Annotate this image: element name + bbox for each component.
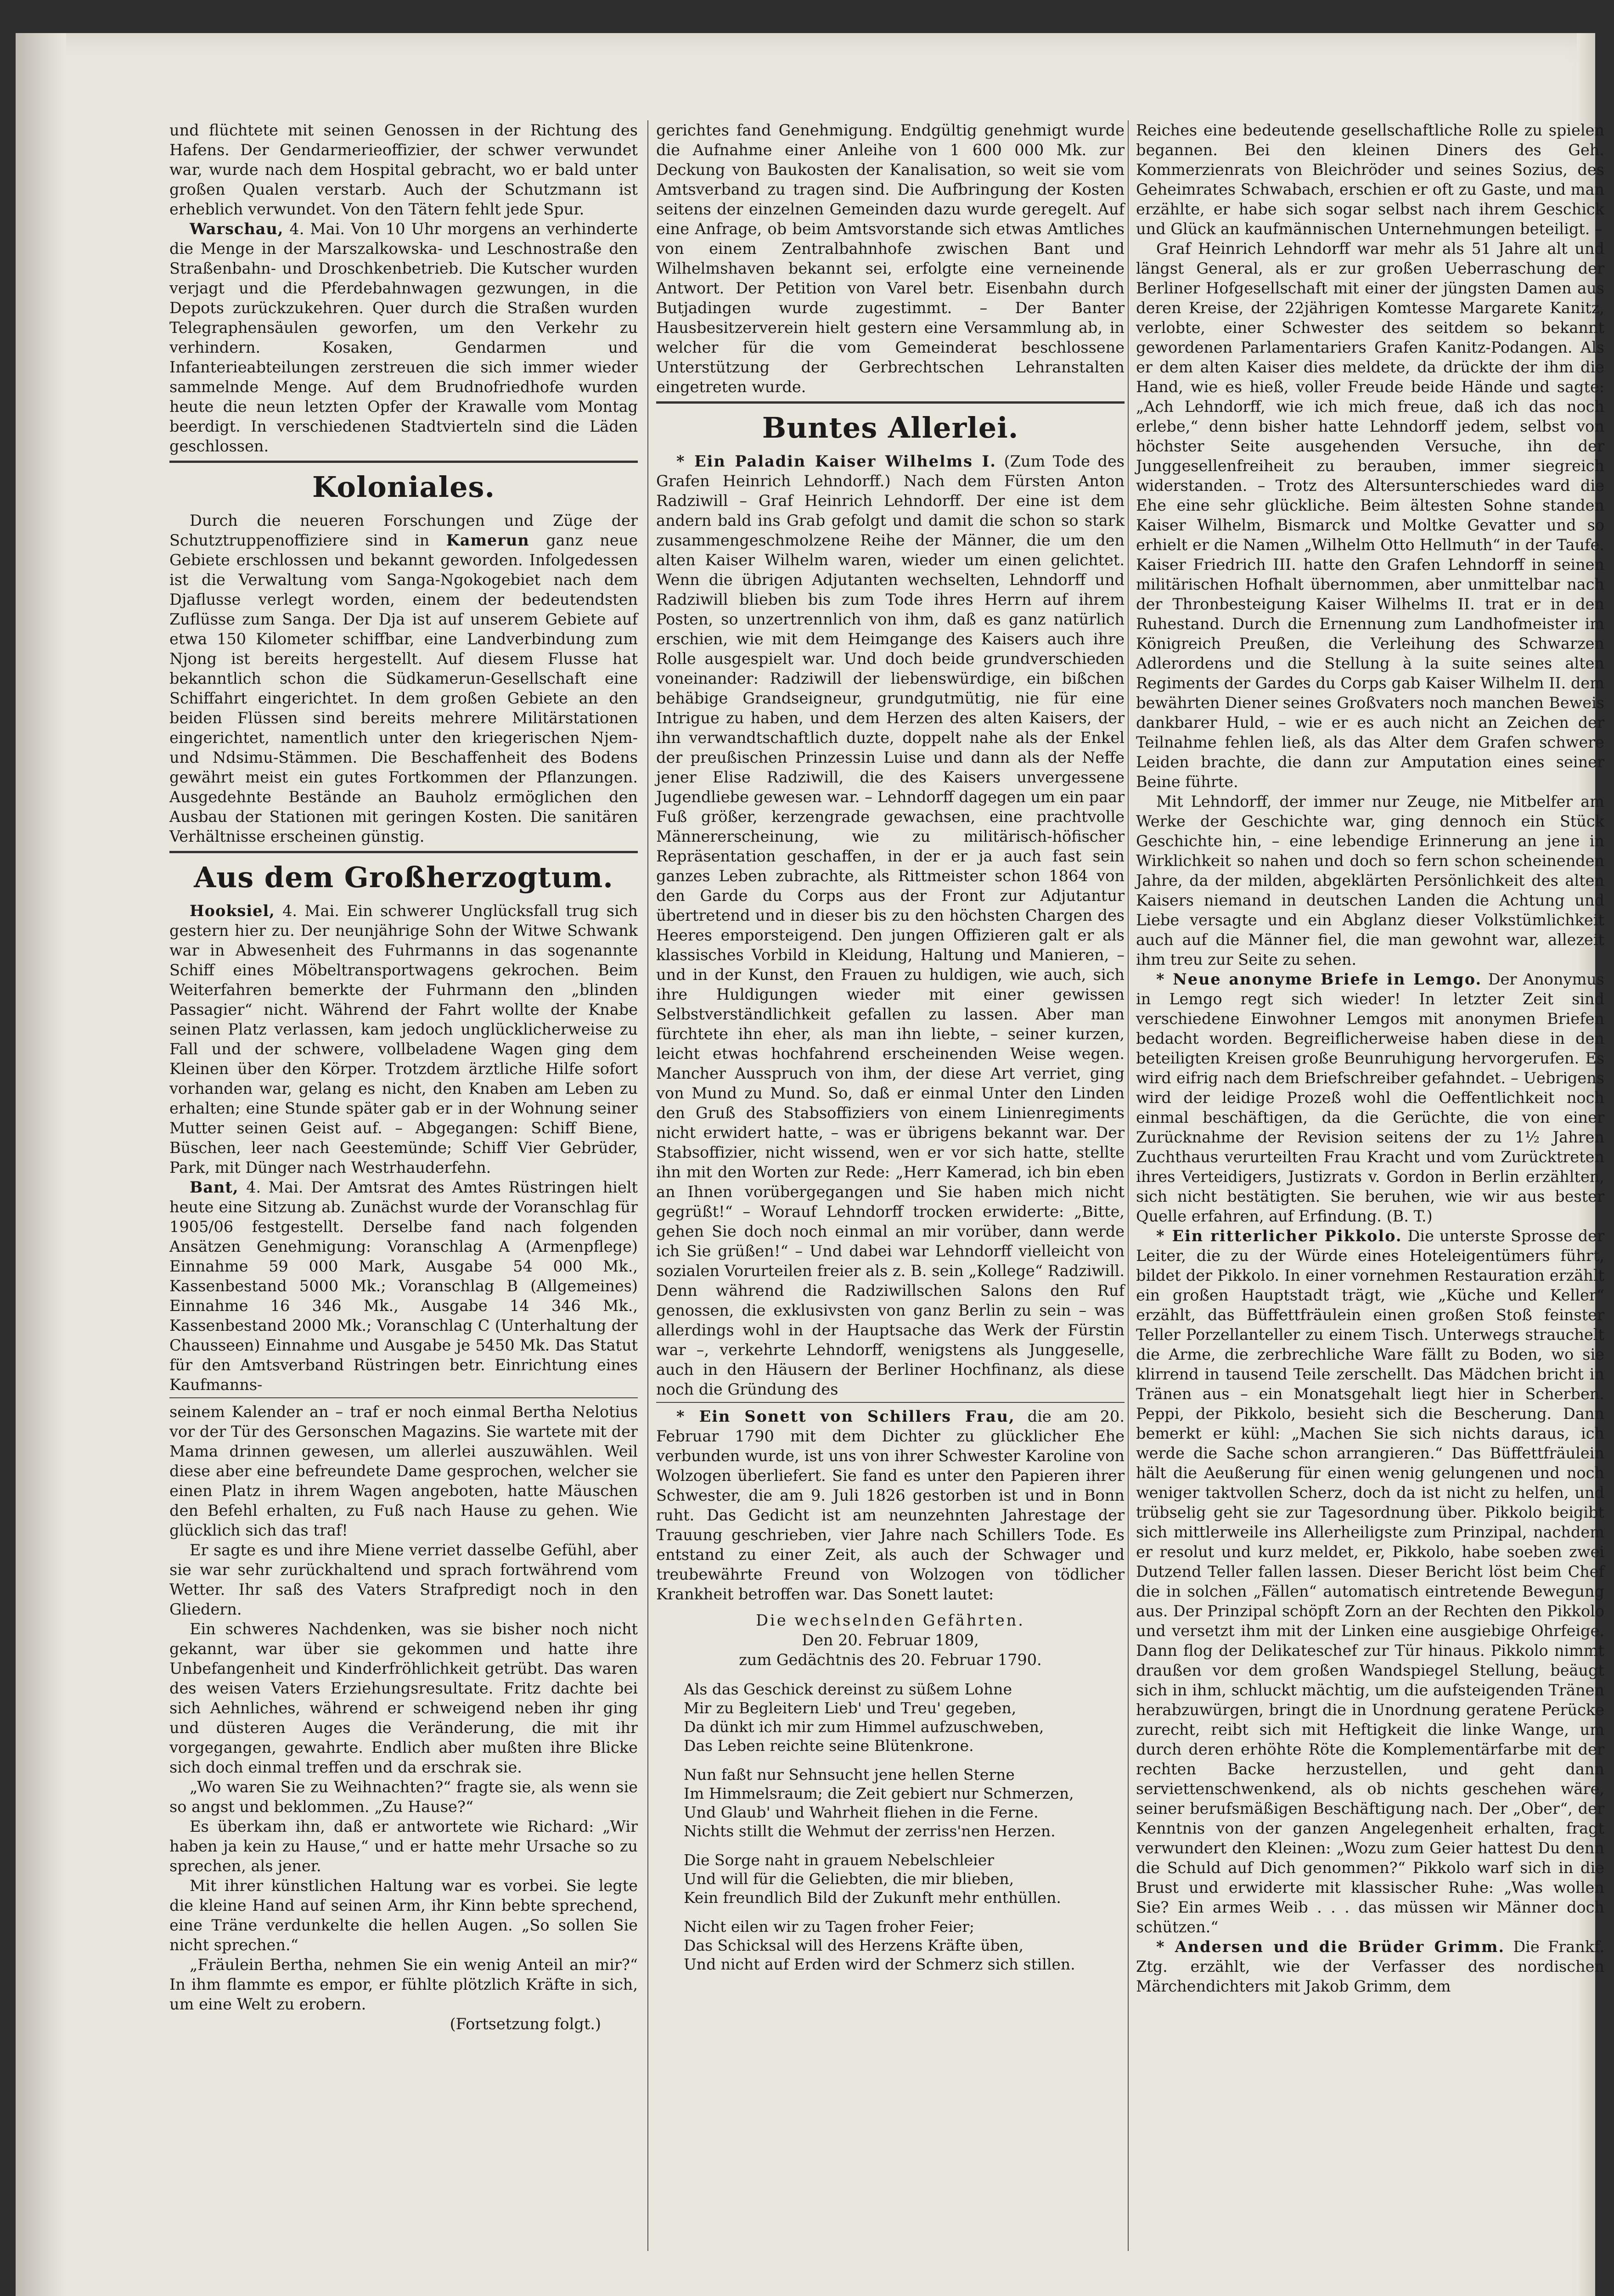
poem-line: Und will für die Geliebten, die mir blieben, [684,1870,1014,1888]
feature-item-grimm [1136,1937,1604,1996]
section-rule [656,401,1125,404]
item-title: * Ein Paladin Kaiser Wilhelms I. [676,452,996,470]
poem-line: Mir zu Begleitern Lieb' und Treu' gegeben, [684,1699,1017,1717]
poem-occasion: zum Gedächtnis des 20. Februar 1790. [739,1651,1042,1669]
news-item-warschau [169,219,638,456]
poem-line: Und nicht auf Erden wird der Schmerz sich stillen. [684,1955,1075,1973]
poem-line: Das Leben reichte seine Blütenkrone. [684,1737,974,1755]
newspaper-page [16,33,1605,2296]
item-title: * Neue anonyme Briefe in Lemgo. [1156,970,1482,988]
article-text: Reiches eine bedeutende gesellschaftliche Rolle zu spielen begannen. Bei den kleinen Diners des Geh. Kommerzienrats von Bleichröder und seines Sozius, des Geheimrates Schwabach, erschien er oft zu Gaste, und man erzählte, er habe sich sogar selbst nach ihrem Geschick und Glück an kaufmännischen Unternehmungen beteiligt. – [1136,121,1604,238]
poem-stanza [656,1917,1125,1974]
feature-item-pikkolo [1136,1226,1604,1937]
article-text: Der Anonymus in Lemgo regt sich wieder! In letzter Zeit sind verschiedene Einwohner Lemgos mit anonymen Briefen bedacht worden. Begreiflicherweise haben diese in den beteiligten Kreisen große Beunruhigung hervorgerufen. Es wird eifrig nach dem Briefschreiber gefahndet. – Uebrigens wird der leidige Prozeß wohl die Oeffentlichkeit noch einmal beschäftigen, da die Gerüchte, die von einer Zurücknahme der Revision seitens der zu 1½ Jahren Zuchthaus verurteilten Frau Kracht und vom Zurücktreten ihres Verteidigers, Justizrats v. Gordon in Berlin erzählten, sich nicht bestätigten. Sie beruhen, wie wir aus bester Quelle erfahren, auf Erfindung. (B. T.) [1136,970,1604,1225]
item-title: * Andersen und die Brüder Grimm. [1156,1938,1505,1956]
novel-text: „Wo waren Sie zu Weihnachten?“ fragte sie, als wenn sie so angst und beklommen. „Zu Hause?“ [169,1778,638,1816]
article-text: und flüchtete mit seinen Genossen in der Richtung des Hafens. Der Gendarmerieoffizier, der schwer verwundet war, wurde nach dem Hospital gebracht, wo er bald unter großen Qualen verstarb. Auch der Schutzmann ist erheblich verwundet. Von den Tätern fehlt jede Spur. [169,121,638,218]
novel-text: Mit ihrer künstlichen Haltung war es vorbei. Sie legte die kleine Hand auf seinen Arm, ihr Kinn bebte sprechend, eine Träne verdunkelte die hellen Augen. „So sollen Sie nicht sprechen.“ [169,1877,638,1954]
article-text: die am 20. Februar 1790 mit dem Dichter zu glücklicher Ehe verbunden wurde, ist uns von ihrer Schwester Karoline von Wolzogen überliefert. Sie fand es unter den Papieren ihrer Schwester, die am 9. Juli 1826 gestorben ist und in Bonn ruht. Das Gedicht ist am neunzehnten Jahrestage der Trauung geschrieben, vier Jahre nach Schillers Tode. Es entstand zu einer Zeit, als auch der Schwager und treubewährte Freund von Wolzogen von tödlicher Krankheit betroffen war. Das Sonett lautet: [656,1407,1125,1603]
article-text: 4. Mai. Von 10 Uhr morgens an verhinderte die Menge in der Marszalkowska- und Leschnostraße den Straßenbahn- und Droschkenbetrieb. Die Kutscher wurden verjagt und die Pferdebahnwagen gezwungen, in die Depots zurückzukehren. Quer durch die Straßen wurden Telegraphensäulen geworfen, um den Verkehr zu verhindern. Kosaken, Gendarmen und Infanterieabteilungen zerstreuen die sich immer wieder sammelnde Menge. Auf dem Brudnofriedhofe wurden heute die neun letzten Opfer der Krawalle vom Montag beerdigt. In verschiedenen Stadtvierteln sind die Läden geschlossen. [169,220,638,455]
novel-text: Es überkam ihn, daß er antwortete wie Richard: „Wir haben ja kein zu Hause,“ und er hatte mehr Ursache so zu sprechen, als jener. [169,1818,638,1875]
article-text: 4. Mai. Ein schwerer Unglücksfall trug sich gestern hier zu. Der neunjährige Sohn der Witwe Schwank war in Abwesenheit des Fuhrmanns in das sogenannte Schiff eines Möbeltransportwagens gekrochen. Beim Weiterfahren bemerkte der Fuhrmann den „blinden Passagier“ nicht. Während der Fahrt wollte der Knabe seinen Platz verlassen, kam jedoch unglücklicherweise zu Fall und der schwere, vollbeladene Wagen ging dem Kleinen über den Körper. Trotzdem ärztliche Hilfe sofort vorhanden war, gelang es nicht, den Knaben am Leben zu erhalten; eine Stunde später gab er in der Wohnung seiner Mutter seinen Geist auf. – Abgegangen: Schiff Biene, Büschen, leer nach Geestemünde; Schiff Vier Gebrüder, Park, mit Dünger nach Westrhauderfehn. [169,902,638,1176]
item-title: * Ein ritterlicher Pikkolo. [1156,1227,1402,1245]
poem-date: Den 20. Februar 1809, [802,1631,979,1649]
article-text: Graf Heinrich Lehndorff war mehr als 51 Jahre alt und längst General, als er zur großen Ueberraschung der Berliner Hofgesellschaft mit einer der jüngsten Damen aus deren Kreise, der 22jährigen Komtesse Margarete Kanitz, verlobte, einer Schwester des seitdem so bekannt gewordenen Parlamentariers Grafen Kanitz-Podangen. Als er dem alten Kaiser dies meldete, da drückte der ihm die Hand, wie es hieß, voller Freude beide Hände und sagte: „Ach Lehndorff, wie ich mich freue, daß ich das noch erlebe,“ denn bisher hatte Lehndorff jedem, selbst von höchster Seite ausgehenden Versuche, ihn der Junggesellenfreiheit zu berauben, immer siegreich widerstanden. – Trotz des Altersunterschiedes ward die Ehe eine sehr glückliche. Beim ältesten Sohne standen Kaiser Wilhelm, Bismarck und Moltke Gevatter und so erhielt er die Namen „Wilhelm Otto Hellmuth“ in der Taufe. Kaiser Friedrich III. hatte den Grafen Lehndorff in seinen militärischen Hofhalt übernommen, aber unmittelbar nach der Thronbesteigung Kaiser Wilhelms II. trat er in den Ruhestand. Durch die Ernennung zum Landhofmeister im Königreich Preußen, die Verleihung des Schwarzen Adlerordens und die Stellung à la suite seines alten Regiments der Gardes du Corps gab Kaiser Wilhelm II. dem bewährten Diener seines Großvaters noch manchen Beweis dankbarer Huld, – wie er es auch nicht an Zeichen der Teilnahme fehlen ließ, als das Alter dem Grafen schwere Leiden brachte, die dann zur Amputation eines seiner Beine führte. [1136,240,1604,791]
poem-stanza [656,1680,1125,1755]
poem-line: Nichts stillt die Wehmut der zerriss'nen Herzen. [684,1822,1056,1840]
column-left [169,120,638,2034]
poem-stanza [656,1851,1125,1907]
place-name: Kamerun [446,531,529,549]
article-text: Durch die neueren Forschungen und Züge der Schutztruppenoffiziere sind in [169,512,638,549]
item-rule [656,1402,1125,1403]
section-heading-buntes-allerlei: Buntes Allerlei. [762,411,1019,445]
article-text: 4. Mai. Der Amtsrat des Amtes Rüstringen hielt heute eine Sitzung ab. Zunächst wurde der Voranschlag für 1905/06 festgestellt. Derselbe fand nach folgenden Ansätzen Genehmigung: Voranschlag A (Armenpflege) Einnahme 59 000 Mark, Ausgabe 54 000 Mk., Kassenbestand 5000 Mk.; Voranschlag B (Allgemeines) Einnahme 16 346 Mk., Ausgabe 14 346 Mk., Kassenbestand 2000 Mk.; Voranschlag C (Unterhaltung der Chausseen) Einnahme und Ausgabe je 5450 Mk. Das Statut für den Amtsverband Rüstringen betr. Einrichtung eines Kaufmanns- [169,1178,638,1394]
column-middle [656,120,1125,1974]
poem-line: Als das Geschick dereinst zu süßem Lohne [684,1680,1012,1698]
feature-item-sonett [656,1407,1125,1604]
poem-line: Und Glaub' und Wahrheit fliehen in die Ferne. [684,1803,1039,1821]
poem-line: Nicht eilen wir zu Tagen froher Feier; [684,1918,975,1936]
feature-item-paladin [656,451,1125,1399]
novel-text: Er sagte es und ihre Miene verriet dasselbe Gefühl, aber sie war sehr zurückhaltend und sprach fortwährend vom Wetter. Ihr saß des Vaters Strafpredigt noch in den Gliedern. [169,1541,638,1618]
article-text: gerichtes fand Genehmigung. Endgültig genehmigt wurde die Aufnahme einer Anleihe von 1 600 000 Mk. zur Deckung von Baukosten der Kanalisation, so weit sie vom Amtsverband zu tragen sind. Die Aufbringung der Kosten seitens der einzelnen Gemeinden dazu wurde geregelt. Auf eine Anfrage, ob beim Amtsvorstande sich etwas Amtliches von einem Zentralbahnhofe zwischen Bant und Wilhelmshaven bekannt sei, erfolgte eine verneinende Antwort. Der Petition von Varel betr. Eisenbahn durch Butjadingen wurde zugestimmt. – Der Banter Hausbesitzerverein hielt gestern eine Versammlung ab, in welcher für die vom Gemeinderat beschlossene Unterstützung der Gerbrechtschen Lehranstalten eingetreten wurde. [656,121,1125,396]
column-right [1136,120,1604,1996]
article-text: Die unterste Sprosse der Leiter, die zu der Würde eines Hoteleigentümers führt, bildet der Pikkolo. In einer vornehmen Restauration erzählt ein großen Hauptstadt trägt, wie „Küche und Keller“ erzählt, das Büffettfräulein einen großen Stoß feinster Teller Porzellanteller zu einem Tisch. Unterwegs strauchelt die Arme, die zerbrechliche Ware fällt zu Boden, wo sie klirrend in tausend Teile zerschellt. Das Mädchen bricht in Tränen aus – ein Monatsgehalt liegt hier in Scherben. Peppi, der Pikkolo, besieht sich die Bescherung. Dann bemerkt er kühl: „Machen Sie sich nichts daraus, ich werde die Sache schon arrangieren.“ Das Büffettfräulein hält die Aeußerung für einen wenig gelungenen und noch weniger taktvollen Scherz, doch da ist nicht zu helfen, und trübselig geht sie zur Tagesordnung über. Pikkolo beigibt sich mittlerweile ins Allerheiligste zum Prinzipal, nachdem er resolut und kurz meldet, er, Pikkolo, habe soeben zwei Dutzend Teller fallen lassen. Dieser Bericht löst beim Chef die in solchen „Fällen“ automatisch eintretende Bewegung aus. Der Prinzipal schöpft Zorn an der Rechten den Pikkolo und versetzt ihm mit der Linken eine ausgiebige Ohrfeige. Dann flog der Delikateschef zur Tür hinaus. Pikkolo nimmt draußen vor dem großen Wandspiegel Stellung, beäugt sich in ihm, schluckt mächtig, um die aufsteigenden Tränen herabzuwürgen, bringt die in Unordnung geratene Perücke zurecht, reibt sich mit Heftigkeit die linke Wange, um durch deren erhöhte Röte die Komplementärfarbe mit der rechten Backe herzustellen, und geht dann serviettenschwenkend, als ob nichts geschehen wäre, seiner berufsmäßigen Beschäftigung nach. Der „Ober“, der Kenntnis von der ganzen Angelegenheit erhalten, fragt verwundert den Kleinen: „Wozu zum Geier hattest Du denn die Schuld auf Dich genommen?“ Pikkolo warf sich in die Brust und erwiderte mit klassischer Ruhe: „Was wollen Sie? Ein armes Weib . . . das müssen wir Männer doch schützen.“ [1136,1227,1604,1936]
dateline: Warschau, [190,220,284,238]
article-text: ganz neue Gebiete erschlossen und bekannt geworden. Infolgedessen ist die Verwaltung vom Sanga-Ngokogebiet nach dem Djaflusse verlegt worden, einem der bedeutendsten Zuflüsse zum Sanga. Der Dja ist auf unserem Gebiete auf etwa 150 Kilometer schiffbar, eine Landverbindung zum Njong ist bereits hergestellt. Auf diesem Flusse hat bekanntlich schon die Südkamerun-Gesellschaft eine Schiffahrt eingerichtet. In dem großen Gebiete an den beiden Flüssen sind bereits mehrere Militärstationen eingerichtet, namentlich unter den kriegerischen Njem- und Ndsimu-Stämmen. Die Beschaffenheit des Bodens gewährt meist ein gutes Fortkommen der Pflanzungen. Ausgedehnte Bestände an Bauholz ermöglichen den Ausbau der Stationen mit geringen Kosten. Die sanitären Verhältnisse erscheinen günstig. [169,531,638,845]
book-binding-edge [16,33,66,2296]
dateline: Bant, [190,1178,239,1196]
novel-text: Ein schweres Nachdenken, was sie bisher noch nicht gekannt, war über sie gekommen und hatte ihre Unbefangenheit und Kinderfröhlichkeit getrübt. Das waren des weisen Vaters Erziehungsresultate. Fritz dachte bei sich Aehnliches, während er schweigend neben ihr ging und düsteren Auges die Veränderung, die mit ihr vorgegangen, gewahrte. Endlich aber mußten ihre Blicke sich doch einmal treffen und da erschrak sie. [169,1620,638,1776]
poem-line: Im Himmelsraum; die Zeit gebiert nur Schmerzen, [684,1784,1074,1802]
article-text: (Zum Tode des Grafen Heinrich Lehndorff.) Nach dem Fürsten Anton Radziwill – Graf Heinrich Lehndorff. Der eine ist dem andern bald ins Grab gefolgt und damit die schon so stark zusammengeschmolzene Reihe der Männer, die um den alten Kaiser Wilhelm waren, wieder um einen gelichtet. Wenn die übrigen Adjutanten wechselten, Lehndorff und Radziwill blieben bis zum Tode ihres Herrn auf ihrem Posten, so unzertrennlich von ihm, daß es ganz natürlich erschien, wie mit dem Heimgange des Kaisers auch ihre Rolle ausgespielt war. Und doch beide grundverschieden voneinander: Radziwill der liebenswürdige, ein bißchen behäbige Grandseigneur, grundgutmütig, nie für eine Intrigue zu haben, und dem Herzen des alten Kaisers, der ihn verwandtschaftlich duzte, doppelt nahe als der Enkel der preußischen Prinzessin Luise und dann als der Neffe jener Elise Radziwill, die des Kaisers unvergessene Jugendliebe gewesen war. – Lehndorff dagegen um ein paar Fuß größer, kerzengrade gewachsen, eine prachtvolle Männererscheinung, wie zu militärisch-höfischer Repräsentation geschaffen, in der er ja auch fast sein ganzes Leben zubrachte, als Rittmeister schon 1864 von den Garde du Corps aus der Front zur Adjutantur übertretend und in dieser bis zu den höchsten Chargen des Heeres emporsteigend. Den jungen Offizieren galt er als klassisches Vorbild in Kleidung, Haltung und Manieren, – und in der Kunst, den Frauen zu huldigen, wie auch, sich ihre Huldigungen wieder mit einer gewissen Selbstverständlichkeit gefallen zu lassen. Aber man fürchtete ihn eher, als man ihn liebte, – seiner kurzen, leicht etwas hochfahrend erscheinenden Weise wegen. Mancher Ausspruch von ihm, der diese Art verriet, ging von Mund zu Mund. So, daß er einmal Unter den Linden den Gruß des Stabsoffiziers von einem Linienregiments nicht erwidert hatte, – was er übrigens bekannt war. Der Stabsoffizier, nicht wissend, wen er vor sich hatte, stellte ihn mit den Worten zur Rede: „Herr Kamerad, ich bin eben an Ihnen vorübergegangen und Sie haben mich nicht gegrüßt!“ – Worauf Lehndorff trocken erwiderte: „Bitte, gehen Sie doch noch einmal an mir vorüber, dann werde ich Sie grüßen!“ – Und dabei war Lehndorff vielleicht von sozialen Vorurteilen freier als z. B. sein „Kollege“ Radziwill. Denn während die Radziwillschen Salons den Ruf genossen, die exklusivsten von ganz Berlin zu sein – was allerdings wohl in der Hauptsache das Werk der Fürstin war –, verkehrte Lehndorff, wenigstens als Junggeselle, auch in den Häusern der Berliner Hochfinanz, als diese noch die Gründung des [656,452,1125,1398]
poem-line: Das Schicksal will des Herzens Kräfte üben, [684,1936,1024,1954]
feature-item-lemgo [1136,969,1604,1226]
news-item-hooksiel [169,901,638,1177]
novel-text: „Fräulein Bertha, nehmen Sie ein wenig Anteil an mir?“ In ihm flammte es empor, er fühlte plötzlich Kräfte in sich, um eine Welt zu erobern. [169,1956,638,2013]
column-divider [647,120,648,2251]
news-item-koloniales [169,511,638,846]
poem-line: Die Sorge naht in grauem Nebelschleier [684,1851,995,1869]
item-title: * Ein Sonett von Schillers Frau, [676,1407,1015,1425]
article-text: Mit Lehndorff, der immer nur Zeuge, nie Mitbelfer am Werke der Geschichte war, ging dennoch ein Stück Geschichte hin, – eine lebendige Erinnerung an jene in Wirklichkeit so nahen und doch so fern schon scheinenden Jahre, da der milden, abgeklärten Persönlichkeit des alten Kaisers niemand in deutschen Landen die Achtung und Liebe versagte und ein Abglanz dieser Volkstümlichkeit auch auf die Männer fiel, die man gewohnt war, allezeit ihm treu zur Seite zu sehen. [1136,793,1604,968]
section-heading-koloniales: Koloniales. [312,470,495,504]
section-heading-grossherzogtum: Aus dem Großherzogtum. [194,861,613,894]
news-item-bant [169,1177,638,1395]
dateline: Hooksiel, [190,902,275,920]
article-text: Die Frankf. Ztg. erzählt, wie der Verfasser des nordischen Märchendichters mit Jakob Grimm, dem [1136,1938,1605,1995]
novel-text: seinem Kalender an – traf er noch einmal Bertha Nelotius vor der Tür des Gersonschen Magazins. Sie wartete mit der Mama drinnen gewesen, um allerlei auszuwählen. Weil diese aber eine befreundete Dame gesprochen, welcher sie einen Platz in ihrem Wagen angeboten, hatte Mäuschen den Befehl erhalten, zu Fuß nach Hause zu gehen. Wie glücklich sich das traf! [169,1403,638,1539]
section-rule [169,851,638,853]
poem-stanza [656,1765,1125,1840]
poem-line: Da dünkt ich mir zum Himmel aufzuschweben, [684,1718,1044,1736]
poem-line: Kein freundlich Bild der Zukunft mehr enthüllen. [684,1889,1061,1907]
feuilleton-rule [169,1397,638,1398]
poem-line: Nun faßt nur Sehnsucht jene hellen Sterne [684,1766,1015,1784]
section-rule [169,461,638,463]
column-divider [1128,120,1129,2251]
poem-title: Die wechselnden Gefährten. [756,1611,1025,1629]
continued-note: (Fortsetzung folgt.) [450,2015,601,2033]
